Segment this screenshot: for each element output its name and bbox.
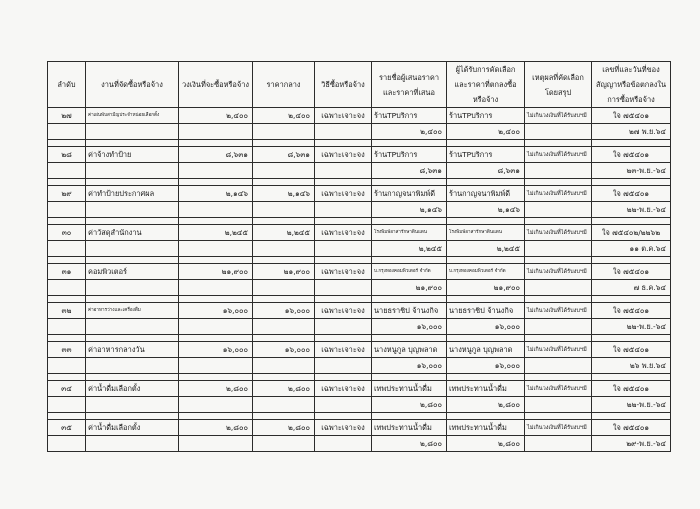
spacer-cell	[447, 179, 525, 186]
spacer-cell	[315, 179, 372, 186]
budget-cell: ๑๖,๐๐๐	[179, 342, 253, 358]
table-row	[48, 225, 671, 241]
spacer-cell	[253, 179, 315, 186]
bidder-cell: เทพประทานน้ำดื่ม	[372, 420, 447, 436]
winner-cell: เทพประทานน้ำดื่ม	[447, 381, 525, 397]
budget-blank-cell	[179, 124, 253, 140]
median-blank-cell	[253, 241, 315, 257]
spacer-cell	[525, 179, 592, 186]
spacer-cell	[447, 374, 525, 381]
reason-cell: ไม่เกินวงเงินที่ได้รับงบฯมี	[525, 303, 592, 319]
work-blank-cell	[86, 124, 179, 140]
seq-blank-cell	[48, 280, 86, 296]
median-cell: ๒,๘๐๐	[253, 381, 315, 397]
budget-blank-cell	[179, 397, 253, 413]
spacer-cell	[372, 218, 447, 225]
budget-blank-cell	[179, 436, 253, 452]
reason-blank-cell	[525, 241, 592, 257]
contract-date-cell: ๒๓-พ.ย.-๖๔	[592, 163, 671, 179]
reason-blank-cell	[525, 280, 592, 296]
win-price-cell: ๒๑,๙๐๐	[447, 280, 525, 296]
table-body	[48, 108, 671, 452]
median-blank-cell	[253, 397, 315, 413]
budget-blank-cell	[179, 358, 253, 374]
winner-cell: โรงพิมพ์อาสารักษาดินแดน	[447, 225, 525, 241]
spacer-cell	[253, 413, 315, 420]
spacer-cell	[372, 296, 447, 303]
bidder-cell: โรงพิมพ์อาสารักษาดินแดน	[372, 225, 447, 241]
contract-no-cell: ใจ ๗๕๔๐๑	[592, 186, 671, 202]
work-cell: ค่าน้ำดื่มเลือกตั้ง	[86, 420, 179, 436]
spacer-cell	[592, 179, 671, 186]
contract-date-cell: ๒๒-พ.ย.-๖๔	[592, 202, 671, 218]
seq-cell: ๒๘	[48, 147, 86, 163]
spacer-cell	[372, 413, 447, 420]
bidder-cell: ร้านTPบริการ	[372, 147, 447, 163]
reason-cell: ไม่เกินวงเงินที่ได้รับงบฯมี	[525, 108, 592, 124]
budget-cell: ๒,๘๐๐	[179, 381, 253, 397]
reason-blank-cell	[525, 319, 592, 335]
median-blank-cell	[253, 124, 315, 140]
budget-blank-cell	[179, 241, 253, 257]
contract-date-cell: ๒๒-พ.ย.-๖๔	[592, 319, 671, 335]
spacer-cell	[48, 413, 86, 420]
spacer-cell	[315, 335, 372, 342]
spacer-row	[48, 218, 671, 225]
spacer-cell	[86, 218, 179, 225]
table-row-price	[48, 163, 671, 179]
win-price-cell: ๒,๘๐๐	[447, 436, 525, 452]
spacer-cell	[253, 140, 315, 147]
header-winner: ผู้ได้รับการคัดเลือกและราคาที่ตกลงซื้อหรือจ้าง	[447, 62, 525, 108]
table-row-price	[48, 358, 671, 374]
median-cell: ๒,๘๐๐	[253, 420, 315, 436]
spacer-cell	[592, 335, 671, 342]
spacer-cell	[447, 140, 525, 147]
spacer-row	[48, 413, 671, 420]
budget-blank-cell	[179, 202, 253, 218]
table-row	[48, 147, 671, 163]
table-row	[48, 108, 671, 124]
median-cell: ๑๖,๐๐๐	[253, 303, 315, 319]
spacer-cell	[253, 218, 315, 225]
work-blank-cell	[86, 280, 179, 296]
budget-cell: ๘,๖๓๑	[179, 147, 253, 163]
reason-cell: ไม่เกินวงเงินที่ได้รับงบฯมี	[525, 420, 592, 436]
table-row-price	[48, 241, 671, 257]
bid-price-cell: ๘,๖๓๑	[372, 163, 447, 179]
method-cell: เฉพาะเจาะจง	[315, 303, 372, 319]
work-cell: ค่าทำป้ายประกาศผล	[86, 186, 179, 202]
bid-price-cell: ๒,๔๐๐	[372, 124, 447, 140]
bid-price-cell: ๒,๑๔๖	[372, 202, 447, 218]
spacer-cell	[179, 413, 253, 420]
work-blank-cell	[86, 319, 179, 335]
spacer-cell	[592, 140, 671, 147]
winner-cell: ร้านกาญจนาพิมพ์ดี	[447, 186, 525, 202]
median-blank-cell	[253, 280, 315, 296]
header-seq: ลำดับ	[48, 62, 86, 108]
winner-cell: นางหนูกูล บุญพลาด	[447, 342, 525, 358]
spacer-cell	[179, 218, 253, 225]
reason-blank-cell	[525, 358, 592, 374]
method-blank-cell	[315, 319, 372, 335]
spacer-row	[48, 140, 671, 147]
spacer-cell	[179, 374, 253, 381]
spacer-cell	[253, 296, 315, 303]
table-row	[48, 303, 671, 319]
spacer-cell	[525, 335, 592, 342]
table-row	[48, 342, 671, 358]
work-cell: ค่าอาหารกลางวัน	[86, 342, 179, 358]
winner-cell: ร้านTPบริการ	[447, 147, 525, 163]
median-cell: ๘,๖๓๑	[253, 147, 315, 163]
spacer-cell	[372, 179, 447, 186]
header-reason: เหตุผลที่คัดเลือกโดยสรุป	[525, 62, 592, 108]
budget-cell: ๒,๔๐๐	[179, 108, 253, 124]
bid-price-cell: ๒,๘๐๐	[372, 397, 447, 413]
win-price-cell: ๑๖,๐๐๐	[447, 319, 525, 335]
median-blank-cell	[253, 202, 315, 218]
seq-blank-cell	[48, 319, 86, 335]
median-cell: ๒,๑๔๖	[253, 186, 315, 202]
spacer-row	[48, 296, 671, 303]
spacer-cell	[253, 374, 315, 381]
contract-no-cell: ใจ ๗๕๔๐๑	[592, 264, 671, 280]
spacer-cell	[525, 257, 592, 264]
table-row-price	[48, 436, 671, 452]
method-cell: เฉพาะเจาะจง	[315, 147, 372, 163]
spacer-row	[48, 335, 671, 342]
procurement-table	[47, 61, 671, 452]
bidder-cell: บ.กรุงทองคอมพิวเตอร์ จำกัด	[372, 264, 447, 280]
winner-cell: บ.กรุงทองคอมพิวเตอร์ จำกัด	[447, 264, 525, 280]
budget-cell: ๒,๑๔๖	[179, 186, 253, 202]
work-blank-cell	[86, 397, 179, 413]
bidder-cell: ร้านกาญจนาพิมพ์ดี	[372, 186, 447, 202]
method-blank-cell	[315, 163, 372, 179]
spacer-cell	[86, 140, 179, 147]
median-blank-cell	[253, 358, 315, 374]
work-cell: ค่าจ้างทำป้าย	[86, 147, 179, 163]
header-method: วิธีซื้อหรือจ้าง	[315, 62, 372, 108]
spacer-cell	[86, 179, 179, 186]
seq-cell: ๓๕	[48, 420, 86, 436]
method-cell: เฉพาะเจาะจง	[315, 186, 372, 202]
spacer-cell	[86, 257, 179, 264]
method-cell: เฉพาะเจาะจง	[315, 381, 372, 397]
spacer-cell	[592, 374, 671, 381]
header-row	[48, 62, 671, 108]
contract-no-cell: ใจ ๗๕๔๐๑	[592, 303, 671, 319]
spacer-cell	[447, 413, 525, 420]
spacer-cell	[447, 335, 525, 342]
spacer-cell	[48, 140, 86, 147]
budget-blank-cell	[179, 163, 253, 179]
bid-price-cell: ๑๖,๐๐๐	[372, 358, 447, 374]
bid-price-cell: ๑๖,๐๐๐	[372, 319, 447, 335]
header-median: ราคากลาง	[253, 62, 315, 108]
contract-date-cell: ๑๑ ต.ค.๖๔	[592, 241, 671, 257]
contract-no-cell: ใจ ๗๕๔๐๑	[592, 420, 671, 436]
reason-cell: ไม่เกินวงเงินที่ได้รับงบฯมี	[525, 381, 592, 397]
method-cell: เฉพาะเจาะจง	[315, 420, 372, 436]
spacer-cell	[592, 257, 671, 264]
table-row-price	[48, 280, 671, 296]
work-cell: ค่าอาหารว่างและเครื่องดื่ม	[86, 303, 179, 319]
header-work: งานที่จัดซื้อหรือจ้าง	[86, 62, 179, 108]
spacer-cell	[86, 296, 179, 303]
bid-price-cell: ๒,๒๔๕	[372, 241, 447, 257]
contract-no-cell: ใจ ๗๕๔๐๑	[592, 381, 671, 397]
method-blank-cell	[315, 202, 372, 218]
seq-blank-cell	[48, 241, 86, 257]
table-row-price	[48, 397, 671, 413]
spacer-cell	[447, 218, 525, 225]
spacer-cell	[525, 140, 592, 147]
work-blank-cell	[86, 436, 179, 452]
spacer-cell	[372, 374, 447, 381]
method-blank-cell	[315, 397, 372, 413]
work-cell: ค่าเผ่นพับสามีญประจำหน่อยเลือกตั้ง	[86, 108, 179, 124]
seq-blank-cell	[48, 358, 86, 374]
seq-cell: ๓๐	[48, 225, 86, 241]
spacer-cell	[315, 140, 372, 147]
spacer-row	[48, 179, 671, 186]
seq-cell: ๓๓	[48, 342, 86, 358]
spacer-cell	[48, 218, 86, 225]
contract-date-cell: ๒๖ พ.ย.๖๔	[592, 358, 671, 374]
median-cell: ๒,๒๔๕	[253, 225, 315, 241]
budget-cell: ๒,๘๐๐	[179, 420, 253, 436]
spacer-cell	[592, 296, 671, 303]
spacer-cell	[86, 374, 179, 381]
winner-cell: นายธราชิป จ้านงกิจ	[447, 303, 525, 319]
spacer-row	[48, 257, 671, 264]
work-blank-cell	[86, 358, 179, 374]
win-price-cell: ๑๖,๐๐๐	[447, 358, 525, 374]
spacer-cell	[447, 296, 525, 303]
budget-cell: ๑๖,๐๐๐	[179, 303, 253, 319]
contract-date-cell: ๒๗ พ.ย.๖๔	[592, 124, 671, 140]
spacer-cell	[525, 374, 592, 381]
method-blank-cell	[315, 358, 372, 374]
win-price-cell: ๘,๖๓๑	[447, 163, 525, 179]
contract-date-cell: ๒๒-พ.ย.-๖๔	[592, 397, 671, 413]
spacer-cell	[179, 296, 253, 303]
spacer-cell	[315, 257, 372, 264]
spacer-cell	[86, 413, 179, 420]
reason-cell: ไม่เกินวงเงินที่ได้รับงบฯมี	[525, 186, 592, 202]
bid-price-cell: ๒๑,๙๐๐	[372, 280, 447, 296]
spacer-cell	[372, 140, 447, 147]
spacer-cell	[179, 140, 253, 147]
header-budget: วงเงินที่จะซื้อหรือจ้าง	[179, 62, 253, 108]
seq-blank-cell	[48, 436, 86, 452]
seq-blank-cell	[48, 397, 86, 413]
median-blank-cell	[253, 319, 315, 335]
spacer-cell	[86, 335, 179, 342]
bid-price-cell: ๒,๘๐๐	[372, 436, 447, 452]
bidder-cell: เทพประทานน้ำดื่ม	[372, 381, 447, 397]
median-blank-cell	[253, 163, 315, 179]
contract-date-cell: ๒๙-พ.ย.-๖๔	[592, 436, 671, 452]
method-blank-cell	[315, 280, 372, 296]
median-blank-cell	[253, 436, 315, 452]
spacer-cell	[48, 335, 86, 342]
spacer-cell	[253, 335, 315, 342]
reason-cell: ไม่เกินวงเงินที่ได้รับงบฯมี	[525, 264, 592, 280]
spacer-cell	[315, 374, 372, 381]
method-cell: เฉพาะเจาะจง	[315, 108, 372, 124]
table-row	[48, 420, 671, 436]
seq-blank-cell	[48, 163, 86, 179]
reason-cell: ไม่เกินวงเงินที่ได้รับงบฯมี	[525, 342, 592, 358]
spacer-cell	[525, 296, 592, 303]
spacer-cell	[48, 257, 86, 264]
median-cell: ๒,๔๐๐	[253, 108, 315, 124]
winner-cell: เทพประทานน้ำดื่ม	[447, 420, 525, 436]
header-contract: เลขที่และวันที่ของสัญญาหรือข้อตกลงในการซื้อหรือจ้าง	[592, 62, 671, 108]
win-price-cell: ๒,๒๔๕	[447, 241, 525, 257]
bidder-cell: นางหนูกูล บุญพลาด	[372, 342, 447, 358]
seq-cell: ๓๒	[48, 303, 86, 319]
seq-blank-cell	[48, 202, 86, 218]
spacer-cell	[48, 374, 86, 381]
contract-no-cell: ใจ ๗๕๔๐๑	[592, 342, 671, 358]
reason-blank-cell	[525, 124, 592, 140]
budget-blank-cell	[179, 280, 253, 296]
seq-cell: ๒๗	[48, 108, 86, 124]
spacer-cell	[447, 257, 525, 264]
table-row-price	[48, 124, 671, 140]
contract-date-cell: ๗ ธ.ค.๖๔	[592, 280, 671, 296]
method-cell: เฉพาะเจาะจง	[315, 225, 372, 241]
spacer-cell	[525, 413, 592, 420]
spacer-row	[48, 374, 671, 381]
spacer-cell	[592, 413, 671, 420]
table-row	[48, 186, 671, 202]
work-blank-cell	[86, 163, 179, 179]
spacer-cell	[48, 179, 86, 186]
bidder-cell: ร้านTPบริการ	[372, 108, 447, 124]
win-price-cell: ๒,๑๔๖	[447, 202, 525, 218]
spacer-cell	[179, 257, 253, 264]
spacer-cell	[372, 335, 447, 342]
bidder-cell: นายธราชิป จ้านงกิจ	[372, 303, 447, 319]
reason-blank-cell	[525, 436, 592, 452]
contract-no-cell: ใจ ๗๕๔๐๑	[592, 108, 671, 124]
reason-blank-cell	[525, 397, 592, 413]
method-blank-cell	[315, 436, 372, 452]
budget-blank-cell	[179, 319, 253, 335]
table-row	[48, 381, 671, 397]
win-price-cell: ๒,๘๐๐	[447, 397, 525, 413]
spacer-cell	[179, 179, 253, 186]
spacer-cell	[592, 218, 671, 225]
header-bidders: รายชื่อผู้เสนอราคาและราคาที่เสนอ	[372, 62, 447, 108]
table-row	[48, 264, 671, 280]
work-blank-cell	[86, 202, 179, 218]
spacer-cell	[372, 257, 447, 264]
spacer-cell	[525, 218, 592, 225]
work-blank-cell	[86, 241, 179, 257]
work-cell: ค่าน้ำดื่มเลือกตั้ง	[86, 381, 179, 397]
spacer-cell	[253, 257, 315, 264]
method-blank-cell	[315, 241, 372, 257]
work-cell: คอมพิวเตอร์	[86, 264, 179, 280]
spacer-cell	[48, 296, 86, 303]
winner-cell: ร้านTPบริการ	[447, 108, 525, 124]
median-cell: ๑๖,๐๐๐	[253, 342, 315, 358]
spacer-cell	[179, 335, 253, 342]
method-cell: เฉพาะเจาะจง	[315, 342, 372, 358]
reason-cell: ไม่เกินวงเงินที่ได้รับงบฯมี	[525, 225, 592, 241]
budget-cell: ๒๑,๙๐๐	[179, 264, 253, 280]
reason-blank-cell	[525, 202, 592, 218]
spacer-cell	[315, 413, 372, 420]
work-cell: ค่าวัสดุสำนักงาน	[86, 225, 179, 241]
seq-cell: ๓๑	[48, 264, 86, 280]
spacer-cell	[315, 218, 372, 225]
reason-blank-cell	[525, 163, 592, 179]
budget-cell: ๒,๒๔๕	[179, 225, 253, 241]
method-cell: เฉพาะเจาะจง	[315, 264, 372, 280]
spacer-cell	[315, 296, 372, 303]
seq-cell: ๓๔	[48, 381, 86, 397]
seq-cell: ๒๙	[48, 186, 86, 202]
contract-no-cell: ใจ ๗๕๔๐๒/๒๒๖๒	[592, 225, 671, 241]
win-price-cell: ๒,๔๐๐	[447, 124, 525, 140]
method-blank-cell	[315, 124, 372, 140]
seq-blank-cell	[48, 124, 86, 140]
table-row-price	[48, 319, 671, 335]
table-row-price	[48, 202, 671, 218]
median-cell: ๒๑,๙๐๐	[253, 264, 315, 280]
reason-cell: ไม่เกินวงเงินที่ได้รับงบฯมี	[525, 147, 592, 163]
contract-no-cell: ใจ ๗๕๔๐๑	[592, 147, 671, 163]
